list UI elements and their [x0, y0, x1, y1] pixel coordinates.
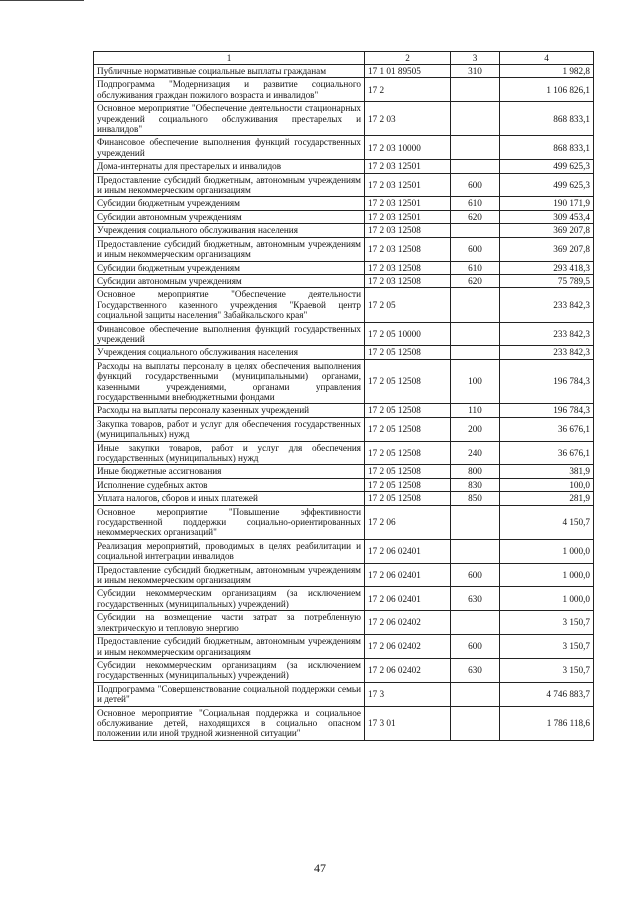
- header-row: [94, 52, 594, 65]
- row-expense-type: 850: [451, 492, 500, 505]
- row-code: 17 2 03 12501: [365, 210, 451, 223]
- row-name: Субсидии на возмещение части затрат за потребленную электрическую и тепловую энергию: [94, 611, 365, 635]
- row-amount: 309 453,4: [500, 210, 594, 223]
- row-amount: 75 789,5: [500, 274, 594, 287]
- row-expense-type: [451, 505, 500, 539]
- row-expense-type: 800: [451, 465, 500, 478]
- row-name: Предоставление субсидий бюджетным, автономным учреждениям и иным некоммерческим организациям: [94, 563, 365, 587]
- row-expense-type: 610: [451, 261, 500, 274]
- row-expense-type: 830: [451, 478, 500, 491]
- row-name: Субсидии автономным учреждениям: [94, 210, 365, 223]
- table-row: [94, 505, 594, 539]
- table-row: [94, 237, 594, 261]
- row-expense-type: 600: [451, 635, 500, 659]
- table-row: [94, 102, 594, 136]
- row-amount: 1 786 118,6: [500, 706, 594, 740]
- table-row: [94, 261, 594, 274]
- row-expense-type: [451, 78, 500, 102]
- row-name: Основное мероприятие "Обеспечение деятельности стационарных учреждений социального обслуживания престарелых и инвалидов": [94, 102, 365, 136]
- row-amount: 36 676,1: [500, 441, 594, 465]
- table-row: [94, 539, 594, 563]
- row-name: Основное мероприятие "Повышение эффективности государственной поддержки социально-ориентированных некоммерческих организаций": [94, 505, 365, 539]
- row-name: Субсидии некоммерческим организациям (за исключением государственных (муниципальных) учреждений): [94, 587, 365, 611]
- table-row: [94, 635, 594, 659]
- row-name: Субсидии автономным учреждениям: [94, 274, 365, 287]
- row-code: 17 3: [365, 682, 451, 706]
- row-name: Закупка товаров, работ и услуг для обеспечения государственных (муниципальных) нужд: [94, 417, 365, 441]
- row-code: 17 2 06 02401: [365, 563, 451, 587]
- scan-edge-line: [0, 0, 84, 11]
- row-expense-type: [451, 706, 500, 740]
- row-amount: 3 150,7: [500, 611, 594, 635]
- row-name: Учреждения социального обслуживания населения: [94, 224, 365, 237]
- row-expense-type: 600: [451, 173, 500, 197]
- row-amount: 499 625,3: [500, 160, 594, 173]
- row-expense-type: 620: [451, 210, 500, 223]
- table-row: [94, 65, 594, 78]
- row-expense-type: 600: [451, 563, 500, 587]
- table-row: [94, 492, 594, 505]
- row-code: 17 2 03 10000: [365, 136, 451, 160]
- row-name: Расходы на выплаты персоналу в целях обеспечения выполнения функций государственными (муниципальными) органами, казенными учреждениями, органами управления государственными внебюджетными фондами: [94, 359, 365, 404]
- table-row: [94, 359, 594, 404]
- table-row: [94, 210, 594, 223]
- table-row: [94, 417, 594, 441]
- row-amount: 1 000,0: [500, 563, 594, 587]
- table-row: [94, 224, 594, 237]
- row-amount: 190 171,9: [500, 197, 594, 210]
- row-name: Субсидии бюджетным учреждениям: [94, 261, 365, 274]
- row-name: Подпрограмма "Совершенствование социальной поддержки семьи и детей": [94, 682, 365, 706]
- table-row: [94, 658, 594, 682]
- row-code: 17 2 06: [365, 505, 451, 539]
- row-amount: 499 625,3: [500, 173, 594, 197]
- row-amount: 4 150,7: [500, 505, 594, 539]
- row-code: 17 2 06 02401: [365, 587, 451, 611]
- row-code: 17 2 05 12508: [365, 465, 451, 478]
- budget-table: [93, 51, 594, 741]
- header-cell-2: 2: [365, 52, 451, 65]
- row-amount: 100,0: [500, 478, 594, 491]
- row-expense-type: 630: [451, 658, 500, 682]
- table-row: [94, 404, 594, 417]
- row-code: 17 2 03 12508: [365, 274, 451, 287]
- table-row: [94, 346, 594, 359]
- table-row: [94, 288, 594, 322]
- row-code: 17 2 05 10000: [365, 322, 451, 346]
- row-amount: 1 000,0: [500, 539, 594, 563]
- table-row: [94, 706, 594, 740]
- table-row: [94, 465, 594, 478]
- row-expense-type: [451, 682, 500, 706]
- row-code: 17 2 05 12508: [365, 404, 451, 417]
- row-expense-type: [451, 611, 500, 635]
- row-expense-type: 610: [451, 197, 500, 210]
- row-amount: 1 982,8: [500, 65, 594, 78]
- row-name: Расходы на выплаты персоналу казенных учреждений: [94, 404, 365, 417]
- row-code: 17 2 05 12508: [365, 478, 451, 491]
- row-amount: 281,9: [500, 492, 594, 505]
- row-code: 17 2 05 12508: [365, 417, 451, 441]
- table-row: [94, 136, 594, 160]
- row-amount: 381,9: [500, 465, 594, 478]
- table-row: [94, 78, 594, 102]
- row-expense-type: 240: [451, 441, 500, 465]
- table-row: [94, 173, 594, 197]
- row-name: Дома-интернаты для престарелых и инвалидов: [94, 160, 365, 173]
- row-code: 17 2 06 02402: [365, 658, 451, 682]
- row-code: 17 2 05 12508: [365, 346, 451, 359]
- row-code: 17 2 05 12508: [365, 359, 451, 404]
- row-code: 17 2 03: [365, 102, 451, 136]
- row-expense-type: 620: [451, 274, 500, 287]
- table-row: [94, 441, 594, 465]
- row-expense-type: 110: [451, 404, 500, 417]
- row-code: 17 3 01: [365, 706, 451, 740]
- row-name: Иные бюджетные ассигнования: [94, 465, 365, 478]
- row-amount: 196 784,3: [500, 359, 594, 404]
- row-name: Иные закупки товаров, работ и услуг для обеспечения государственных (муниципальных) нужд: [94, 441, 365, 465]
- row-code: 17 2 03 12501: [365, 160, 451, 173]
- row-amount: 369 207,8: [500, 237, 594, 261]
- row-expense-type: [451, 539, 500, 563]
- row-amount: 233 842,3: [500, 288, 594, 322]
- header-cell-3: 3: [451, 52, 500, 65]
- table-row: [94, 274, 594, 287]
- row-amount: 4 746 883,7: [500, 682, 594, 706]
- row-amount: 233 842,3: [500, 322, 594, 346]
- row-amount: 868 833,1: [500, 102, 594, 136]
- row-name: Субсидии некоммерческим организациям (за исключением государственных (муниципальных) учреждений): [94, 658, 365, 682]
- row-name: Уплата налогов, сборов и иных платежей: [94, 492, 365, 505]
- row-expense-type: 310: [451, 65, 500, 78]
- table-row: [94, 160, 594, 173]
- row-code: 17 2 03 12501: [365, 197, 451, 210]
- row-code: 17 2 06 02402: [365, 635, 451, 659]
- row-code: 17 2 05: [365, 288, 451, 322]
- header-cell-1: 1: [94, 52, 365, 65]
- table-row: [94, 563, 594, 587]
- row-name: Основное мероприятие "Обеспечение деятельности Государственного казенного учреждения "Краевой центр социальной защиты населения" Забайкальского края": [94, 288, 365, 322]
- row-amount: 1 000,0: [500, 587, 594, 611]
- table-row: [94, 478, 594, 491]
- row-amount: 1 106 826,1: [500, 78, 594, 102]
- row-expense-type: 100: [451, 359, 500, 404]
- row-amount: 3 150,7: [500, 658, 594, 682]
- row-name: Реализация мероприятий, проводимых в целях реабилитации и социальной интеграции инвалидов: [94, 539, 365, 563]
- row-code: 17 2 05 12508: [365, 492, 451, 505]
- row-expense-type: [451, 346, 500, 359]
- row-expense-type: [451, 136, 500, 160]
- row-expense-type: [451, 322, 500, 346]
- row-expense-type: [451, 102, 500, 136]
- page-number: 47: [314, 861, 326, 875]
- row-amount: 868 833,1: [500, 136, 594, 160]
- row-code: 17 1 01 89505: [365, 65, 451, 78]
- table-row: [94, 322, 594, 346]
- row-code: 17 2 06 02402: [365, 611, 451, 635]
- row-amount: 233 842,3: [500, 346, 594, 359]
- header-cell-4: 4: [500, 52, 594, 65]
- row-amount: 3 150,7: [500, 635, 594, 659]
- row-name: Предоставление субсидий бюджетным, автономным учреждениям и иным некоммерческим организациям: [94, 635, 365, 659]
- table-row: [94, 682, 594, 706]
- row-code: 17 2 03 12501: [365, 173, 451, 197]
- row-name: Исполнение судебных актов: [94, 478, 365, 491]
- table-row: [94, 587, 594, 611]
- table-row: [94, 611, 594, 635]
- table-row: [94, 197, 594, 210]
- row-code: 17 2 03 12508: [365, 237, 451, 261]
- row-amount: 293 418,3: [500, 261, 594, 274]
- row-expense-type: 600: [451, 237, 500, 261]
- row-name: Учреждения социального обслуживания населения: [94, 346, 365, 359]
- row-name: Финансовое обеспечение выполнения функций государственных учреждений: [94, 136, 365, 160]
- row-name: Финансовое обеспечение выполнения функций государственных учреждений: [94, 322, 365, 346]
- row-code: 17 2 03 12508: [365, 261, 451, 274]
- row-amount: 369 207,8: [500, 224, 594, 237]
- row-code: 17 2: [365, 78, 451, 102]
- row-name: Предоставление субсидий бюджетным, автономным учреждениям и иным некоммерческим организациям: [94, 237, 365, 261]
- row-name: Субсидии бюджетным учреждениям: [94, 197, 365, 210]
- row-expense-type: [451, 160, 500, 173]
- row-expense-type: [451, 224, 500, 237]
- row-name: Подпрограмма "Модернизация и развитие социального обслуживания граждан пожилого возраста и инвалидов": [94, 78, 365, 102]
- row-code: 17 2 03 12508: [365, 224, 451, 237]
- row-amount: 196 784,3: [500, 404, 594, 417]
- row-code: 17 2 06 02401: [365, 539, 451, 563]
- row-expense-type: 630: [451, 587, 500, 611]
- row-code: 17 2 05 12508: [365, 441, 451, 465]
- row-amount: 36 676,1: [500, 417, 594, 441]
- row-expense-type: [451, 288, 500, 322]
- row-name: Публичные нормативные социальные выплаты гражданам: [94, 65, 365, 78]
- row-name: Предоставление субсидий бюджетным, автономным учреждениям и иным некоммерческим организациям: [94, 173, 365, 197]
- row-name: Основное мероприятие "Социальная поддержка и социальное обслуживание детей, находящихся в социально опасном положении или иной трудной жизненной ситуации": [94, 706, 365, 740]
- row-expense-type: 200: [451, 417, 500, 441]
